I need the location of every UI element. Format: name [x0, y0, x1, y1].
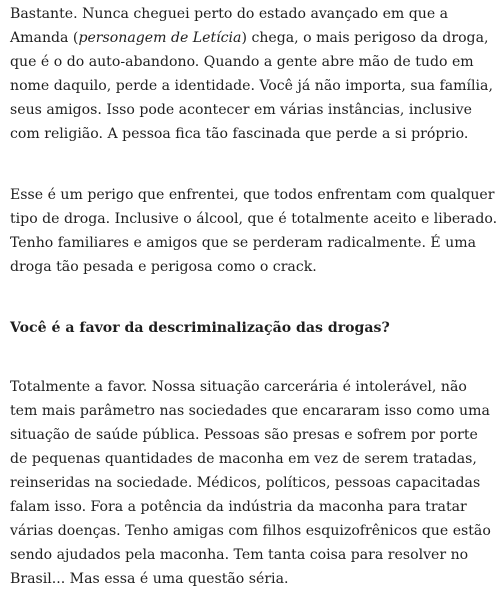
interview-question: Você é a favor da descriminalização das drogas? [10, 320, 390, 336]
paragraph-1-text-end: ) chega, o mais perigoso da droga, que é o do auto-abandono. Quando a gente abre mão de tudo em nome daquilo, perde a identidade. Você já não importa, sua família, seus amigos. Isso pode acontecer em várias instâncias, inclusive com religião. A pessoa fica tão fascinada que perde a si próprio. [10, 30, 493, 142]
paragraph-3: Totalmente a favor. Nossa situação carcerária é intolerável, não tem mais parâmetro nas sociedades que encararam isso como uma situação de saúde pública. Pessoas são presas e sofrem por porte de pequenas quantidades de maconha em vez de serem tratadas, reinseridas na sociedade. Médicos, políticos, pessoas capacitadas falam isso. Fora a potência da indústria da maconha para tratar várias doenças. Tenho amigas com filhos esquizofrênicos que estão sendo ajudados pela maconha. Tem tanta coisa para resolver no Brasil... Mas essa é uma questão séria. [10, 379, 491, 587]
character-reference: personagem de Letícia [78, 30, 242, 46]
paragraph-1 [10, 2, 498, 146]
paragraph-2: Esse é um perigo que enfrentei, que todos enfrentam com qualquer tipo de droga. Inclusive o álcool, que é totalmente aceito e liberado. Tenho familiares e amigos que se perderam radicalmente. É uma droga tão pesada e perigosa como o crack. [10, 187, 498, 275]
paragraph-1-text-start: Bastante. Nunca cheguei perto do estado avançado em que a Amanda ( [10, 6, 449, 46]
